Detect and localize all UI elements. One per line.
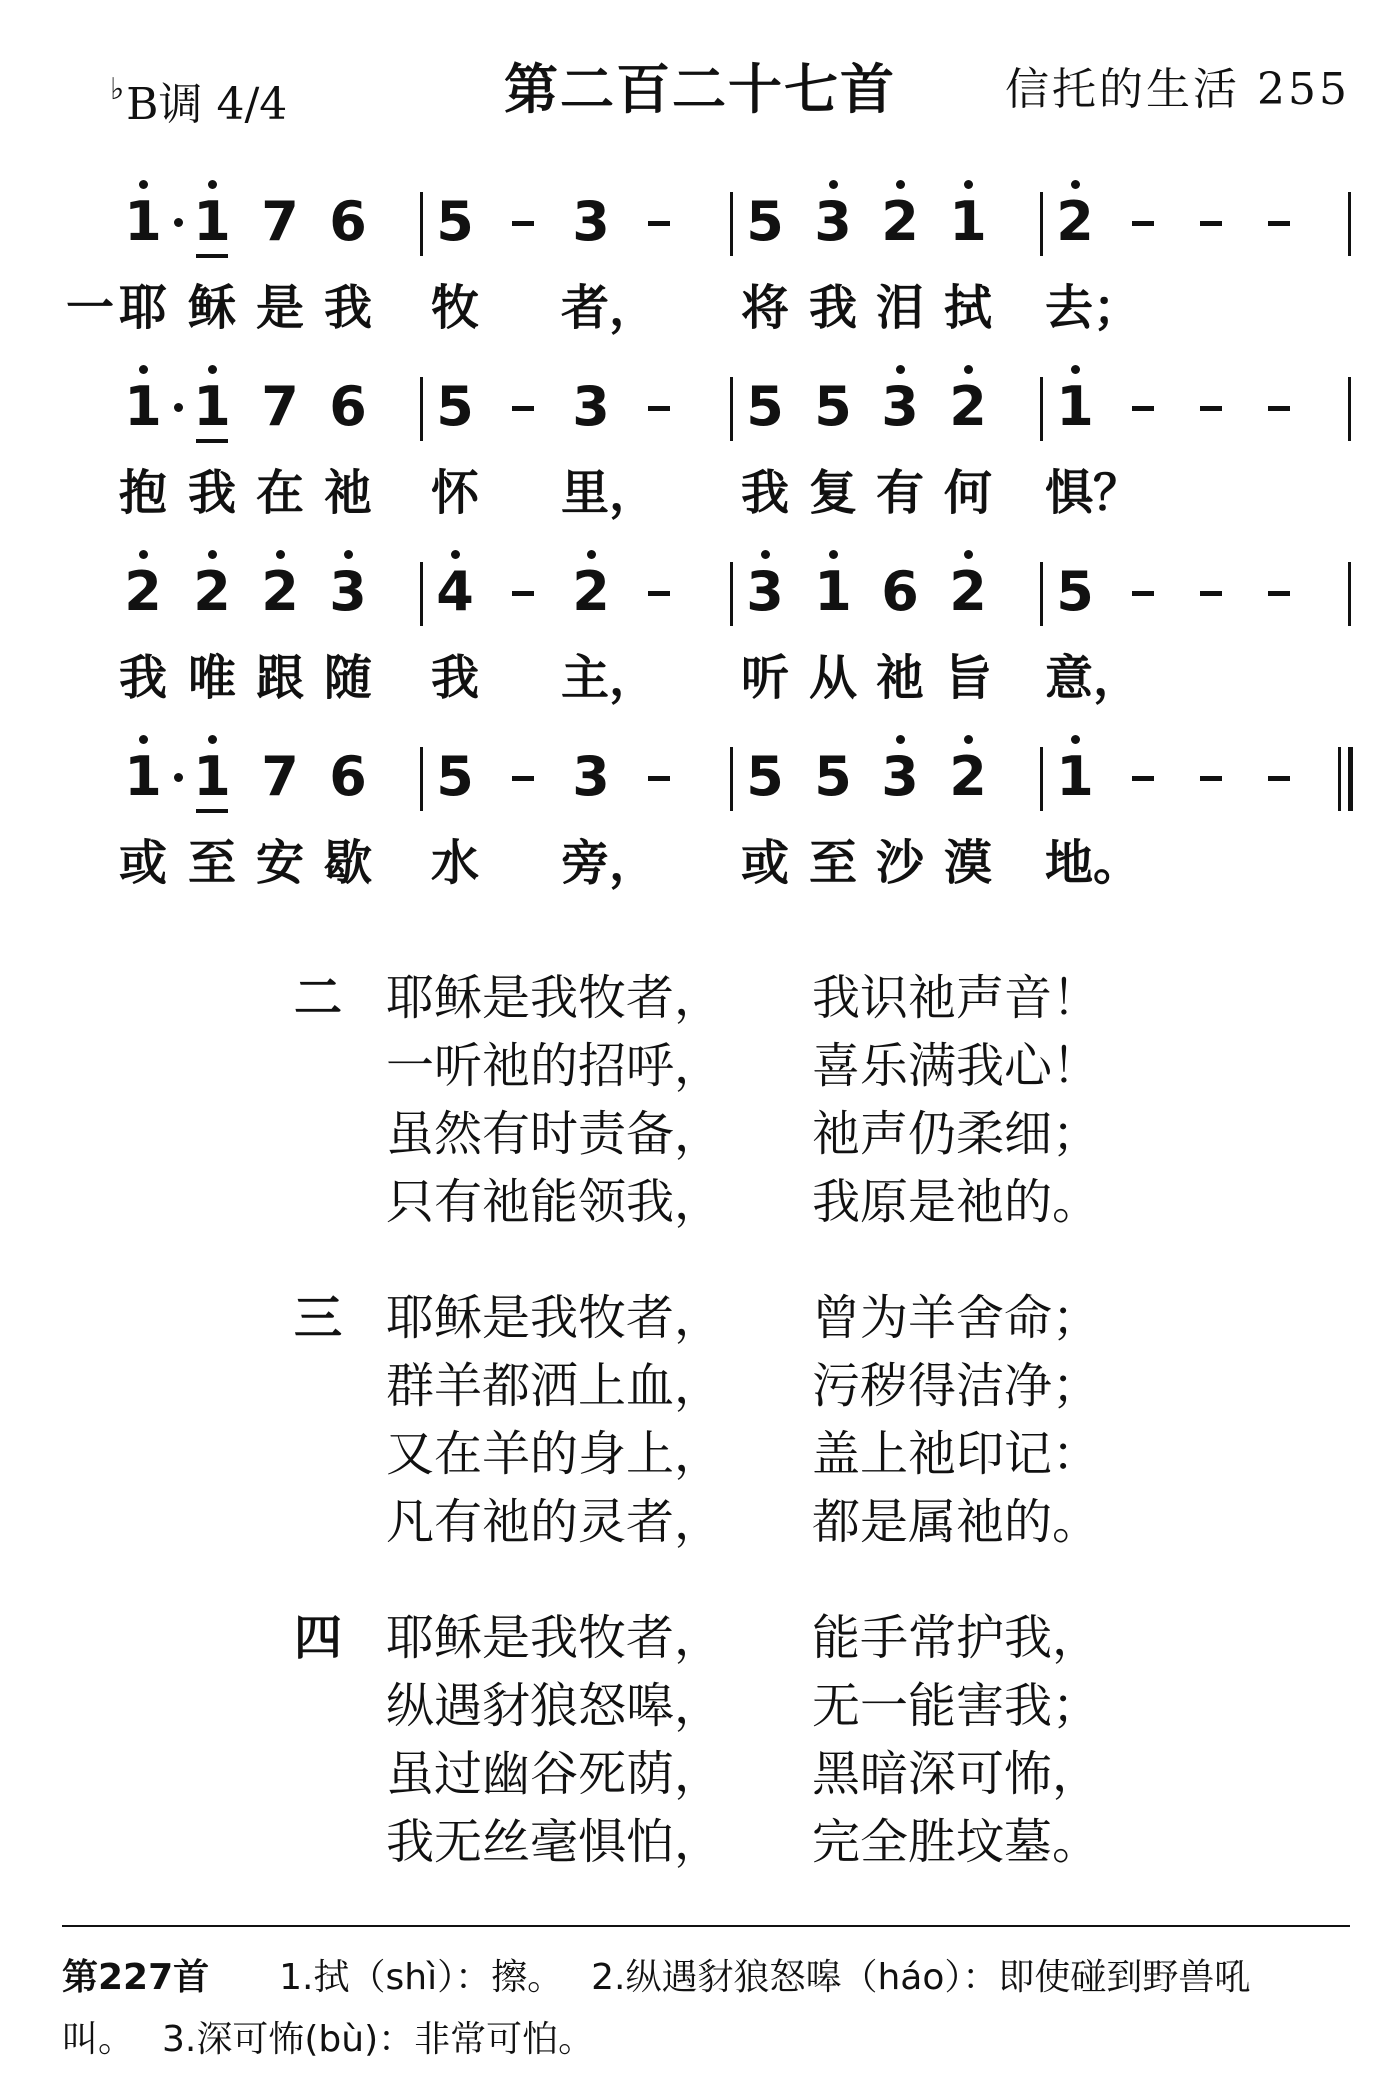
note-digit: 5 [814,375,852,438]
sustain-dash [1113,725,1173,825]
notes-row [0,725,1400,825]
note [425,725,485,825]
note-digit: 3 [746,560,784,623]
lyrics-row [0,270,1400,350]
note-digit: 7 [261,190,299,253]
lyric-char: 我 [740,465,789,521]
verse-line-first-half: 一听祂的招呼， [386,1038,723,1094]
note-digit: 2 [949,375,987,438]
score-system [0,725,1400,925]
octave-dot [208,735,217,744]
bar-line [1348,377,1351,441]
note-digit: 5 [436,190,474,253]
octave-dot [829,550,838,559]
lyric-char: 或 [118,835,167,891]
sustain-dash [1113,355,1173,455]
sustain-dash [629,355,689,455]
note [803,725,863,825]
note-digit: 3 [572,375,610,438]
note-digit: 3 [814,190,852,253]
verse-number: 四 [293,1610,342,1666]
octave-dot [964,365,973,374]
note [318,540,378,640]
sustain-dash [493,355,553,455]
lyric-char: 何 [943,465,992,521]
lyric-char: 去； [1045,280,1142,336]
lyric-char: 随 [323,650,372,706]
note-digit: 2 [124,560,162,623]
octave-dot [761,550,770,559]
note [561,355,621,455]
octave-dot [1071,365,1080,374]
lyric-char: 牧 [430,280,479,336]
note-digit: 1 [193,375,231,438]
verse-line-second-half: 我识祂声音！ [812,970,1101,1026]
lyric-char: 祂 [323,465,372,521]
lyric-char: 我 [323,280,372,336]
note-digit: 5 [1056,560,1094,623]
lyric-char: 从 [808,650,857,706]
octave-dot [587,550,596,559]
verse-line-first-half: 耶稣是我牧者， [386,970,723,1026]
note [870,725,930,825]
lyric-char: 我 [808,280,857,336]
note-digit: 3 [572,190,610,253]
sustain-dash [629,170,689,270]
note [113,725,173,825]
lyric-char: 泪 [875,280,924,336]
note [1045,170,1105,270]
lyric-char: 唯 [187,650,236,706]
octave-dot [344,550,353,559]
note-digit: 2 [1056,190,1094,253]
lyric-char: 我 [187,465,236,521]
lyric-char: 跟 [255,650,304,706]
lyric-char: 拭 [943,280,992,336]
lyric-char: 我 [430,650,479,706]
note-digit: 5 [436,375,474,438]
bar-line [730,747,733,811]
note-digit: 6 [329,745,367,808]
octave-dot [451,550,460,559]
note [938,725,998,825]
sustain-dash [629,725,689,825]
sustain-dash [1249,540,1309,640]
sustain-dash [493,725,553,825]
note [735,170,795,270]
note [803,170,863,270]
verse-line-first-half: 凡有祂的灵者， [386,1494,723,1550]
lyric-char: 怀 [430,465,479,521]
note-digit: 5 [746,375,784,438]
verse-line-second-half: 黑暗深可怖， [812,1746,1101,1802]
note [803,355,863,455]
note-digit: 3 [329,560,367,623]
note-digit: 2 [949,745,987,808]
note [870,170,930,270]
lyric-char: 旁， [561,835,658,891]
octave-dot [964,550,973,559]
note [182,355,242,455]
sustain-dash [1113,540,1173,640]
lyric-char: 是 [255,280,304,336]
lyric-char: 将 [740,280,789,336]
footnote-line-1 [62,1950,1250,2006]
bar-line [1040,747,1043,811]
note [735,355,795,455]
note-digit: 1 [124,190,162,253]
note [250,355,310,455]
sustain-dash [1181,355,1241,455]
verse-number: 二 [293,970,342,1026]
eighth-underline [196,254,228,258]
note-digit: 2 [881,190,919,253]
octave-dot [896,365,905,374]
lyric-char: 至 [808,835,857,891]
verse-number: 一 [65,280,114,336]
note [250,170,310,270]
octave-dot [1071,735,1080,744]
verse-line-second-half: 都是属祂的。 [812,1494,1101,1550]
note [425,170,485,270]
lyric-char: 惧？ [1045,465,1142,521]
verse-line-second-half: 污秽得洁净； [812,1358,1101,1414]
bar-line [420,747,423,811]
note [250,725,310,825]
lyric-char: 抱 [118,465,167,521]
note-digit: 2 [949,560,987,623]
verse-line-first-half: 我无丝毫惧怕， [386,1814,723,1870]
score-system [0,540,1400,740]
octave-dot [1071,180,1080,189]
note-digit: 6 [329,375,367,438]
lyric-char: 里， [561,465,658,521]
lyric-char: 歇 [323,835,372,891]
lyric-char: 至 [187,835,236,891]
note [250,540,310,640]
verse-line-second-half: 祂声仍柔细； [812,1106,1101,1162]
lyric-char: 有 [875,465,924,521]
lyric-char: 稣 [187,280,236,336]
bar-line [420,377,423,441]
lyric-char: 听 [740,650,789,706]
sustain-dash [1113,170,1173,270]
lyric-char: 复 [808,465,857,521]
octave-dot [208,365,217,374]
note-digit: 1 [124,375,162,438]
note-digit: 2 [572,560,610,623]
note [803,540,863,640]
octave-dot [208,180,217,189]
sustain-dash [493,540,553,640]
bar-line [420,192,423,256]
note [318,725,378,825]
verse-line-first-half: 虽过幽谷死荫， [386,1746,723,1802]
dotted-rhythm-dot [174,773,183,782]
note-digit: 1 [193,190,231,253]
note-digit: 2 [261,560,299,623]
verse-line-second-half: 能手常护我， [812,1610,1101,1666]
sustain-dash [1181,725,1241,825]
category: 信托的生活 [1005,64,1241,115]
bar-line [730,562,733,626]
note-digit: 5 [746,190,784,253]
note-digit: 5 [436,745,474,808]
note [425,540,485,640]
footnote-label: 第227首 [62,1957,210,1998]
dotted-rhythm-dot [174,403,183,412]
footnote-3: 3.深可怖(bù)：非常可怕。 [162,2019,595,2060]
note [318,170,378,270]
note [561,725,621,825]
final-bar-thin [1338,747,1341,811]
note [938,170,998,270]
lyric-char: 者， [561,280,658,336]
note [1045,355,1105,455]
note [735,540,795,640]
verse-number: 三 [293,1290,342,1346]
verse-line-first-half: 纵遇豺狼怒嗥， [386,1678,723,1734]
note-digit: 3 [881,745,919,808]
lyric-char: 主， [561,650,658,706]
octave-dot [964,180,973,189]
verse-line-second-half: 喜乐满我心！ [812,1038,1101,1094]
dotted-rhythm-dot [174,218,183,227]
note [113,170,173,270]
note-digit: 1 [1056,745,1094,808]
lyrics-row [0,455,1400,535]
sustain-dash [1249,355,1309,455]
lyric-char: 旨 [943,650,992,706]
bar-line [1040,562,1043,626]
lyric-char: 沙 [875,835,924,891]
note-digit: 2 [193,560,231,623]
lyric-char: 耶 [118,280,167,336]
note-digit: 1 [193,745,231,808]
note-digit: 7 [261,375,299,438]
octave-dot [139,550,148,559]
bar-line [1348,192,1351,256]
verse-line-second-half: 完全胜坟墓。 [812,1814,1101,1870]
note [182,725,242,825]
notes-row [0,170,1400,270]
note [735,725,795,825]
category-and-page [1005,55,1350,125]
sustain-dash [1181,170,1241,270]
notes-row [0,540,1400,640]
bar-line [730,377,733,441]
sustain-dash [1181,540,1241,640]
verse-line-second-half: 无一能害我； [812,1678,1101,1734]
octave-dot [139,735,148,744]
hymn-title: 第二百二十七首 [504,58,896,121]
note [561,170,621,270]
note-digit: 6 [329,190,367,253]
key-text: B调 4/4 [126,79,288,130]
bar-line [1040,377,1043,441]
verse-line-second-half: 曾为羊舍命； [812,1290,1101,1346]
bar-line [420,562,423,626]
note [938,540,998,640]
octave-dot [896,735,905,744]
note [561,540,621,640]
octave-dot [896,180,905,189]
lyric-char: 安 [255,835,304,891]
verse-line-first-half: 耶稣是我牧者， [386,1290,723,1346]
note [870,540,930,640]
note-digit: 6 [881,560,919,623]
eighth-underline [196,439,228,443]
note [113,540,173,640]
octave-dot [208,550,217,559]
footnote-2-continued: 叫。 [62,2019,135,2060]
note-digit: 4 [436,560,474,623]
bar-line [730,192,733,256]
sustain-dash [1249,170,1309,270]
lyric-char: 或 [740,835,789,891]
note [182,540,242,640]
sustain-dash [493,170,553,270]
note [425,355,485,455]
lyric-char: 地。 [1045,835,1142,891]
lyric-char: 祂 [875,650,924,706]
bar-line [1348,562,1351,626]
note [1045,540,1105,640]
footnote-2: 2.纵遇豺狼怒嗥（háo）：即使碰到野兽吼 [591,1957,1251,1998]
note-digit: 1 [124,745,162,808]
verse-line-first-half: 耶稣是我牧者， [386,1610,723,1666]
verse-line-first-half: 又在羊的身上， [386,1426,723,1482]
lyric-char: 漠 [943,835,992,891]
verse-line-first-half: 虽然有时责备， [386,1106,723,1162]
lyrics-row [0,825,1400,905]
final-bar-thick [1348,747,1353,811]
note-digit: 1 [949,190,987,253]
bar-line [1040,192,1043,256]
footnote-line-2 [62,2012,594,2068]
verse-line-first-half: 只有祂能领我， [386,1174,723,1230]
sustain-dash [629,540,689,640]
score-system [0,170,1400,370]
note [870,355,930,455]
lyric-char: 意， [1045,650,1142,706]
verse-line-second-half: 盖上祂印记： [812,1426,1101,1482]
note-digit: 1 [1056,375,1094,438]
octave-dot [829,180,838,189]
note [938,355,998,455]
note [113,355,173,455]
footnote-rule [62,1925,1350,1927]
eighth-underline [196,809,228,813]
note-digit: 3 [572,745,610,808]
sustain-dash [1249,725,1309,825]
note-digit: 1 [814,560,852,623]
note-digit: 3 [881,375,919,438]
octave-dot [964,735,973,744]
note [318,355,378,455]
page-number: 255 [1257,64,1350,115]
note-digit: 5 [746,745,784,808]
note [1045,725,1105,825]
flat-sign: ♭ [110,72,125,107]
score-system [0,355,1400,555]
note-digit: 5 [814,745,852,808]
notes-row [0,355,1400,455]
lyric-char: 水 [430,835,479,891]
note [182,170,242,270]
lyric-char: 我 [118,650,167,706]
octave-dot [139,365,148,374]
verse-line-second-half: 我原是祂的。 [812,1174,1101,1230]
note-digit: 7 [261,745,299,808]
footnote-1: 1.拭（shì）：擦。 [279,1957,564,1998]
lyrics-row [0,640,1400,720]
octave-dot [139,180,148,189]
verse-line-first-half: 群羊都洒上血， [386,1358,723,1414]
lyric-char: 在 [255,465,304,521]
octave-dot [276,550,285,559]
